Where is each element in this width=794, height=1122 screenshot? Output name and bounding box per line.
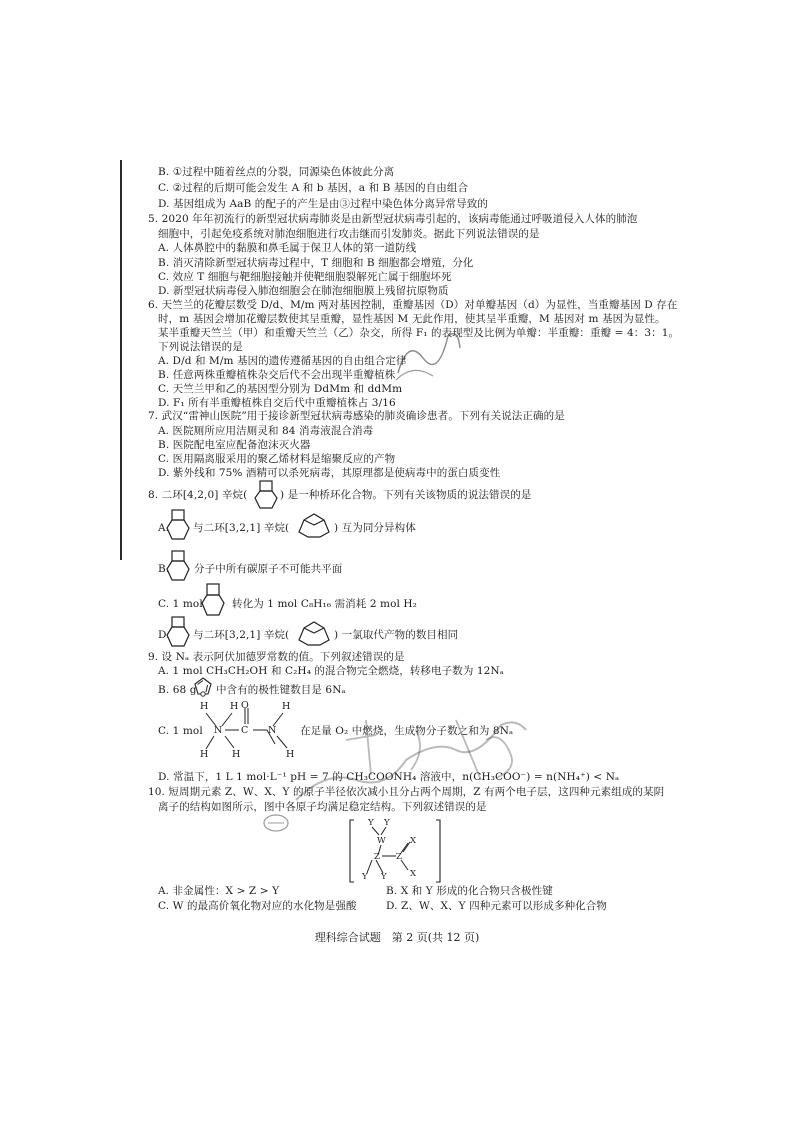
q7-stem: 7. 武汉“雷神山医院”用于接诊新型冠状病毒感染的肺炎确诊患者。下列有关说法正确的是 (148, 410, 565, 422)
urea-c: C (241, 725, 249, 736)
q7-option-c: C. 医用隔离服采用的聚乙烯材料是缩聚反应的产物 (158, 453, 396, 465)
q4-option-c: C. ②过程的后期可能会发生 A 和 b 基因，a 和 B 基因的自由组合 (158, 182, 469, 194)
q9-option-d: D. 常温下，1 L 1 mol·L⁻¹ pH = 7 的 CH₃COONH₄ 溶液中，n(CH₃COO⁻) = n(NH₄⁺) < Nₐ (158, 771, 620, 783)
furan-structure (193, 676, 213, 698)
q8-option-b-label: B. (158, 563, 170, 575)
q10-stem-line1: 10. 短周期元素 Z、W、X、Y 的原子半径依次减小且分占两个周期，Z 有两个电子层，这四种元素组成的某阴 (148, 786, 665, 798)
q6-option-d: D. F₁ 所有半重瓣植株自交后代中重瓣植株占 3/16 (158, 397, 396, 409)
urea-n-2: N (268, 725, 277, 736)
q8-option-d-middle: 与二环[3,2,1] 辛烷( (193, 629, 290, 641)
q6-stem-line1: 6. 天竺兰的花瓣层数受 D/d、M/m 两对基因控制，重瓣基因（D）对单瓣基因（d）为显性，当重瓣基因 D 存在 (148, 299, 678, 311)
ion-z-1: Z (374, 852, 381, 862)
q5-option-b: B. 消灭清除新型冠状病毒过程中，T 细胞和 B 细胞都会增殖，分化 (158, 257, 474, 269)
bicyclo-321-octane-structure-d (296, 618, 332, 648)
q6-stem-line2: 时，m 基因会增加花瓣层数使其呈重瓣，显性基因 M 无此作用，使其呈半重瓣，M 基因对 m 基因为显性。 (158, 313, 666, 325)
q8-option-a-suffix: ) 互为同分异构体 (334, 522, 416, 534)
ion-x-2: X (410, 869, 417, 879)
urea-n-1: N (214, 725, 223, 736)
urea-h-4: H (200, 749, 209, 760)
q10-option-b: B. X 和 Y 形成的化合物只含极性键 (386, 885, 553, 897)
q9-option-b-label: B. 68 g (158, 684, 197, 696)
q5-option-d: D. 新型冠状病毒侵入肺泡细胞会在肺泡细胞膜上残留抗原物质 (158, 285, 449, 297)
hydrazine-urea-structure (196, 700, 296, 762)
bicyclo-420-octane-structure-a (166, 507, 190, 543)
anion-structure (348, 818, 442, 884)
q10-option-a: A. 非金属性：X > Z > Y (158, 885, 280, 897)
q5-option-a: A. 人体鼻腔中的黏膜和鼻毛属于保卫人体的第一道防线 (158, 242, 417, 254)
q5-stem-line1: 5. 2020 年年初流行的新型冠状病毒肺炎是由新型冠状病毒引起的，该病毒能通过呼吸道侵入人体的肺泡 (148, 213, 638, 225)
bicyclo-420-octane-structure-c (200, 581, 226, 619)
urea-o: O (241, 700, 249, 711)
ion-w: W (377, 836, 386, 846)
q8-stem-prefix: 8. 二环[4,2,0] 辛烷( (148, 489, 248, 501)
q8-option-b-text: 分子中所有碳原子不可能共平面 (194, 563, 343, 575)
bicyclo-420-octane-structure-d (166, 614, 190, 650)
urea-h-3: H (282, 701, 291, 712)
q8-stem-suffix: ) 是一种桥环化合物。下列有关该物质的说法错误的是 (280, 489, 532, 501)
stamp-mark (262, 810, 290, 836)
q9-stem: 9. 设 Nₐ 表示阿伏加德罗常数的值。下列叙述错误的是 (148, 651, 405, 663)
bicyclo-420-octane-structure-b (166, 548, 190, 584)
q6-stem-line4: 下列说法错误的是 (158, 341, 243, 353)
q9-option-b-text: 中含有的极性键数目是 6Nₐ (216, 684, 346, 696)
urea-h-5: H (232, 749, 241, 760)
q10-stem-line2: 离子的结构如图所示，图中各原子均满足稳定结构。下列叙述错误的是 (158, 801, 487, 813)
page-footer: 理科综合试题 第 2 页(共 12 页) (314, 931, 480, 944)
bicyclo-420-octane-structure (254, 478, 278, 512)
bicyclo-321-octane-structure-a (296, 510, 332, 540)
urea-h-6: H (286, 749, 295, 760)
q8-option-d-suffix: ) 一氯取代产物的数目相同 (334, 629, 459, 641)
ion-y-4: Y (381, 872, 387, 882)
binding-margin-line (120, 160, 122, 560)
q6-option-c: C. 天竺兰甲和乙的基因型分别为 DdMm 和 ddMm (158, 383, 403, 395)
q8-option-d-label: D. (158, 629, 170, 641)
q4-option-b: B. ①过程中随着丝点的分裂，同源染色体彼此分离 (158, 166, 395, 178)
ion-y-3: Y (362, 872, 368, 882)
ion-y-2: Y (384, 818, 390, 828)
q6-stem-line3: 某半重瓣天竺兰（甲）和重瓣天竺兰（乙）杂交，所得 F₁ 的表现型及比例为单瓣：半重瓣：重瓣 = 4：3：1。 (158, 327, 680, 339)
q10-option-d: D. Z、W、X、Y 四种元素可以形成多种化合物 (386, 900, 607, 912)
q5-stem-line2: 细胞中，引起免疫系统对肺泡细胞进行攻击继而引发肺炎。据此下列说法错误的是 (158, 228, 540, 240)
q4-option-d: D. 基因组成为 AaB 的配子的产生是由③过程中染色体分离异常导致的 (158, 198, 488, 210)
handwritten-scribble-mark (388, 318, 468, 388)
urea-h-1: H (200, 701, 209, 712)
q7-option-b: B. 医院配电室应配备泡沫灭火器 (158, 439, 311, 451)
q8-option-a-middle: 与二环[3,2,1] 辛烷( (193, 522, 290, 534)
q9-option-a: A. 1 mol CH₃CH₂OH 和 C₂H₄ 的混合物完全燃烧，转移电子数为 12Nₐ (158, 665, 504, 677)
q6-option-a: A. D/d 和 M/m 基因的遗传遵循基因的自由组合定律 (158, 355, 407, 367)
q8-option-a-label: A. (158, 522, 170, 534)
urea-h-2: H (230, 701, 239, 712)
q9-option-c-label: C. 1 mol (158, 725, 203, 737)
q10-option-c: C. W 的最高价氧化物对应的水化物是强酸 (158, 900, 357, 912)
ion-z-2: Z (396, 852, 403, 862)
q8-option-c-text: 转化为 1 mol C₈H₁₆ 需消耗 2 mol H₂ (232, 598, 417, 610)
ion-x-1: X (410, 836, 417, 846)
q7-option-a: A. 医院厕所应用洁厕灵和 84 消毒液混合消毒 (158, 425, 374, 437)
handwritten-watermark (286, 700, 536, 820)
q8-option-c-label: C. 1 mol (158, 598, 203, 610)
q5-option-c: C. 效应 T 细胞与靶细胞接触并使靶细胞裂解死亡属于细胞坏死 (158, 271, 452, 283)
q6-option-b: B. 任意两株重瓣植株杂交后代不会出现半重瓣植株 (158, 369, 396, 381)
ion-y-1: Y (368, 818, 374, 828)
q9-option-c-text: 在足量 O₂ 中燃烧，生成物分子数之和为 8Nₐ (300, 725, 514, 737)
q7-option-d: D. 紫外线和 75% 酒精可以杀死病毒，其原理都是使病毒中的蛋白质变性 (158, 467, 501, 479)
